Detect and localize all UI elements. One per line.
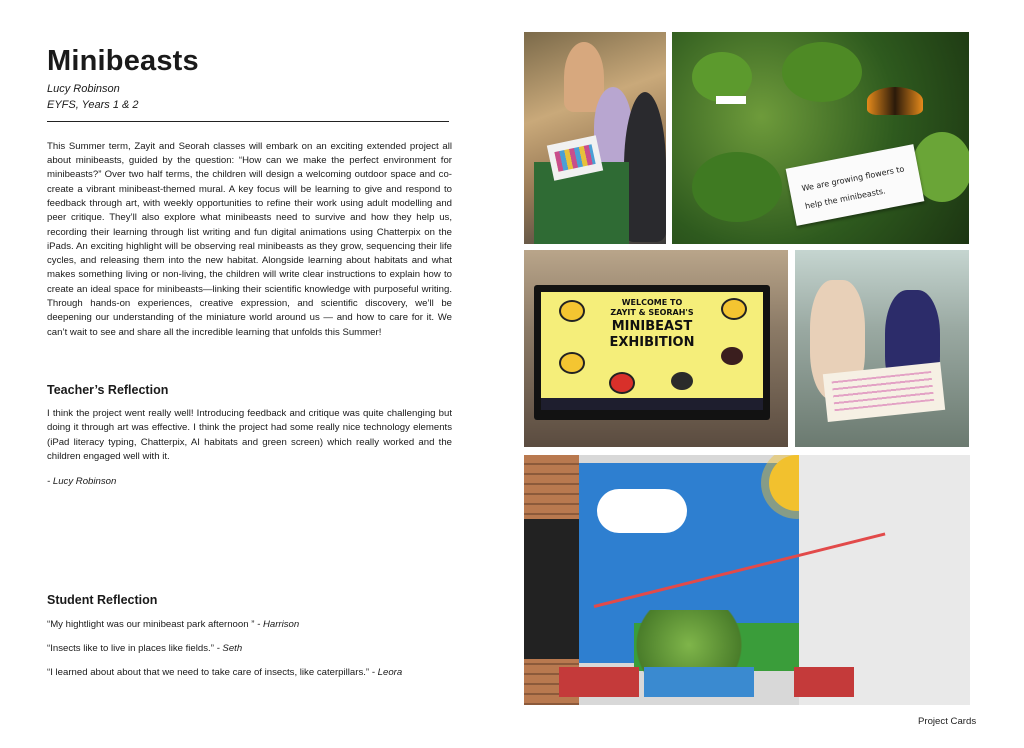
quote-author: - Leora <box>371 667 403 678</box>
year-groups: EYFS, Years 1 & 2 <box>47 98 139 111</box>
teacher-signature: - Lucy Robinson <box>47 476 117 487</box>
slide-line-1: WELCOME TO <box>621 298 683 307</box>
planter-box <box>559 667 639 697</box>
slide-line-3: MINIBEAST <box>611 319 693 334</box>
teacher-reflection-heading: Teacher’s Reflection <box>47 383 169 397</box>
leaf <box>782 42 862 102</box>
project-text-column <box>47 44 452 350</box>
ladybird-icon <box>609 372 635 394</box>
quote-author: - Seth <box>216 643 243 654</box>
leaf <box>692 52 752 102</box>
slide-line-2: ZAYIT & SEORAH'S <box>610 308 694 317</box>
exhibition-slide <box>541 292 763 398</box>
planter-box <box>794 667 854 697</box>
teacher-figure <box>879 525 934 700</box>
photo-mural-opening <box>524 455 970 705</box>
title-divider <box>47 121 449 122</box>
bee-icon <box>721 298 747 320</box>
quote-author: - Harrison <box>257 619 300 630</box>
sign-line-1: We are growing flowers to <box>800 164 906 194</box>
photo-exhibition-screen <box>524 250 788 447</box>
author-name: Lucy Robinson <box>47 82 120 95</box>
slide-line-4: EXHIBITION <box>609 335 695 350</box>
photo-garden-sign <box>672 32 969 244</box>
sign-line-2: help the minibeasts. <box>804 186 887 211</box>
student-reflection-heading: Student Reflection <box>47 593 158 607</box>
page-title: Minibeasts <box>47 45 199 77</box>
garden-sign <box>786 144 925 226</box>
project-description: This Summer term, Zayit and Seorah classes will embark on an exciting extended project all about minibeasts, guided by the question: “How can we make the perfect environment for minibeasts?” Over two half terms, the children will design a welcoming outdoor space and co-create a vibrant minibeast-themed mural. A key focus will be learning to give and respond to feedback through art, with weekly opportunities to refine their work using adult modelling and peer critique. They’ll also explore what minibeasts need to survive and how they help us, recording their learning through list writing and fun digital animations using Chatterpix on the iPads. An exciting highlight will be observing real minibeasts as they grow, sequencing their life cycles, and releasing them into the new habitat. Alongside learning about habitats and what makes something living or non-living, the children will write clear instructions to explain how to create an ideal space for minibeasts—linking their scientific knowledge with purposeful writing. Through hands-on experiences, creative expression, and scientific discovery, we’ll be deepening our understanding of the miniature world around us — and how to care for it. We can’t wait to see and share all the incredible learning that unfolds this Summer! <box>47 140 452 338</box>
doorway <box>524 519 584 659</box>
taskbar <box>541 398 763 410</box>
photo-reading-together <box>795 250 969 447</box>
bee-icon <box>559 300 585 322</box>
teacher-reflection-text: I think the project went really well! Introducing feedback and critique was quite challenging but doing it through art was effective. I think the project had some really nice technology elements (iPad literacy typing, Chatterpix, AI habitats and green screen) which really worked and the children engaged well with it. <box>47 408 452 462</box>
display-screen <box>534 285 770 420</box>
leaf <box>692 152 782 222</box>
spider-icon <box>671 372 693 390</box>
adult-figure <box>624 92 666 242</box>
student-quote <box>47 619 299 630</box>
butterfly-decoration <box>867 87 923 115</box>
ant-icon <box>721 347 743 365</box>
student-quote <box>47 643 242 654</box>
plant-label <box>716 96 746 104</box>
quote-text: “I learned about about that we need to take care of insects, like caterpillars.” <box>47 667 370 678</box>
footer-label: Project Cards <box>918 716 977 727</box>
photo-children-at-table <box>524 32 666 244</box>
planter-box <box>644 667 754 697</box>
bee-icon <box>559 352 585 374</box>
quote-text: “Insects like to live in places like fields.” <box>47 643 214 654</box>
cloud-painting <box>597 489 687 533</box>
quote-text: “My hightlight was our minibeast park afternoon ” <box>47 619 255 630</box>
student-quote <box>47 667 402 678</box>
